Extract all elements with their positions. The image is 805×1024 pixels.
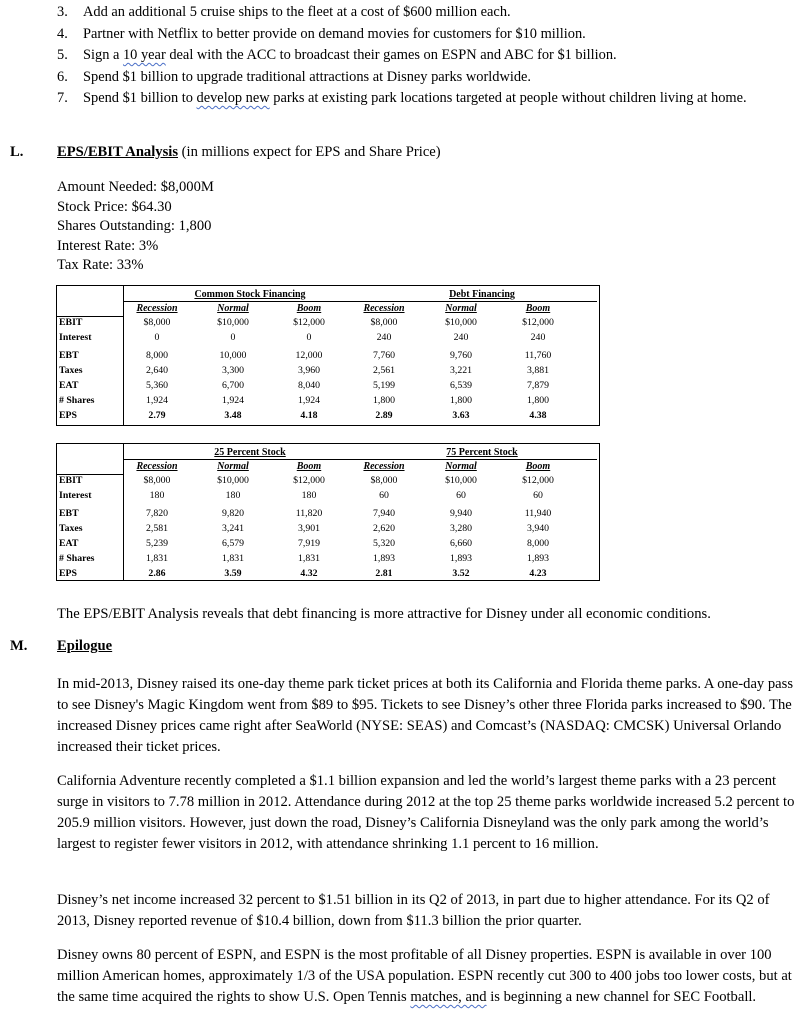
section-subtitle: (in millions expect for EPS and Share Price) <box>178 144 441 160</box>
column-header: Normal <box>217 461 249 472</box>
table-cell: 3.48 <box>224 410 242 421</box>
table-cell: 1,800 <box>526 395 550 406</box>
table-cell: 60 <box>379 490 389 501</box>
label-separator <box>57 316 123 317</box>
table-cell: 5,320 <box>372 538 396 549</box>
table-cell: 1,924 <box>145 395 169 406</box>
table-cell: 6,660 <box>449 538 473 549</box>
row-label: Interest <box>59 332 92 343</box>
numbered-list <box>57 2 792 110</box>
list-text: Partner with Netflix to better provide on demand movies for customers for $10 million. <box>83 25 586 42</box>
row-label: # Shares <box>59 553 95 564</box>
table-cell: $8,000 <box>143 317 171 328</box>
paragraph-espn <box>57 945 797 1008</box>
list-text-pre: Spend $1 billion to <box>83 90 197 106</box>
table-cell: 1,831 <box>145 553 169 564</box>
table-cell: 11,940 <box>524 508 552 519</box>
table-cell: 2.81 <box>375 568 393 579</box>
row-label: EPS <box>59 568 77 579</box>
table-cell: 3,221 <box>449 365 473 376</box>
table-cell: 7,919 <box>297 538 321 549</box>
list-text-post: parks at existing park locations targeted at people without children living at home. <box>269 90 747 106</box>
table-cell: 3,241 <box>221 523 245 534</box>
column-header: Normal <box>445 461 477 472</box>
table-cell: $8,000 <box>370 475 398 486</box>
table-cell: 1,924 <box>221 395 245 406</box>
column-header: Boom <box>525 303 551 314</box>
table-cell: 8,040 <box>297 380 321 391</box>
table-cell: 3,960 <box>297 365 321 376</box>
param-shares: Shares Outstanding: 1,800 <box>57 218 212 234</box>
table-cell: 2.86 <box>148 568 166 579</box>
table-cell: 6,539 <box>449 380 473 391</box>
list-item <box>57 67 792 89</box>
table-cell: 2.79 <box>148 410 166 421</box>
spellcheck-text: develop new <box>196 90 270 106</box>
list-number: 6. <box>57 68 68 85</box>
table-cell: 6,579 <box>221 538 245 549</box>
column-header: Boom <box>296 461 322 472</box>
group-header-left: Common Stock Financing <box>194 289 306 300</box>
table-cell: $12,000 <box>522 317 554 328</box>
table-cell: 2.89 <box>375 410 393 421</box>
column-header: Recession <box>136 461 178 472</box>
list-number: 4. <box>57 25 68 42</box>
table-cell: 3.63 <box>452 410 470 421</box>
param-stock-price: Stock Price: $64.30 <box>57 198 172 215</box>
row-label: # Shares <box>59 395 95 406</box>
table-cell: 4.23 <box>529 568 547 579</box>
table-cell: 7,760 <box>372 350 396 361</box>
row-label: EPS <box>59 410 77 421</box>
column-header: Normal <box>217 303 249 314</box>
paragraph-net-income: Disney’s net income increased 32 percent to $1.51 billion in its Q2 of 2013, in part due to higher attendance. For its Q2 of 2013, Disney reported revenue of $10.4 billion, down from $11.3 billion the prior quarter. <box>57 892 770 929</box>
table-cell: 60 <box>533 490 543 501</box>
table-cell: $12,000 <box>293 317 325 328</box>
espn-text-pre: Disney owns 80 percent of ESPN, and ESPN is the most profitable of all Disney properties. ESPN is available in over 100 million American homes, approximately 1/3 of the USA population. ESPN recently cut 300 to 400 jobs too lower costs, but at the same time acquired the rights to show U.S. Open Tennis <box>57 947 792 1005</box>
group-header-right: Debt Financing <box>449 289 515 300</box>
table-cell: 2,640 <box>145 365 169 376</box>
table-cell: 7,940 <box>372 508 396 519</box>
table-cell: 180 <box>301 490 317 501</box>
table-cell: $10,000 <box>217 475 249 486</box>
table-cell: $10,000 <box>217 317 249 328</box>
table-cell: 3.52 <box>452 568 470 579</box>
spellcheck-text: 10 year <box>122 47 166 63</box>
spellcheck-text: matches, and <box>410 989 487 1005</box>
table-cell: 5,199 <box>372 380 396 391</box>
table-cell: 240 <box>453 332 469 343</box>
list-item <box>57 88 792 110</box>
group-header-right: 75 Percent Stock <box>446 447 518 458</box>
section-title: Epilogue <box>57 638 113 654</box>
table-cell: $10,000 <box>445 317 477 328</box>
row-label: EBT <box>59 350 79 361</box>
list-item <box>57 45 792 67</box>
row-label: EAT <box>59 380 79 391</box>
table-cell: 6,700 <box>221 380 245 391</box>
table-cell: 1,893 <box>526 553 550 564</box>
conclusion-text: The EPS/EBIT Analysis reveals that debt financing is more attractive for Disney under all economic conditions. <box>57 606 711 622</box>
paragraph-attendance: California Adventure recently completed a $1.1 billion expansion and led the world’s largest theme parks with a 23 percent surge in visitors to 7.78 million in 2012. Attendance during 2012 at the top 25 theme parks worldwide increased 5.2 percent to 205.9 million visitors. However, just down the road, Disney’s California Disneyland was the only park among the world’s largest to register fewer visitors in 2012, with attendance shrinking 1.1 percent to 16 million. <box>57 773 795 852</box>
group-header-left: 25 Percent Stock <box>214 447 286 458</box>
param-tax-rate: Tax Rate: 33% <box>57 257 144 273</box>
table-cell: 5,360 <box>145 380 169 391</box>
paragraph-ticket-prices: In mid-2013, Disney raised its one-day theme park ticket prices at both its California and Florida theme parks. A one-day pass to see Disney's Magic Kingdom went from $89 to $95. Tickets to see Disney’s other three Florida parks increased to $90. The increased Disney prices came right after SeaWorld (NYSE: SEAS) and Comcast’s (NASDAQ: CMCSK) Universal Orlando increased their ticket prices. <box>57 676 793 755</box>
table-cell: 180 <box>225 490 241 501</box>
table-cell: 2,561 <box>372 365 396 376</box>
table-cell: 2,581 <box>145 523 169 534</box>
table-cell: 0 <box>230 332 236 343</box>
table-cell: 1,893 <box>372 553 396 564</box>
section-heading-l <box>57 144 441 161</box>
group-rule-left <box>123 301 343 302</box>
table-cell: 1,924 <box>297 395 321 406</box>
table-cell: 2,620 <box>372 523 396 534</box>
row-label: EAT <box>59 538 79 549</box>
espn-text-post: is beginning a new channel for SEC Football. <box>486 989 757 1005</box>
section-title: EPS/EBIT Analysis <box>57 144 178 160</box>
list-item <box>57 2 792 24</box>
table-cell: $8,000 <box>370 317 398 328</box>
list-number: 5. <box>57 47 68 63</box>
list-item <box>57 24 792 46</box>
table-cell: 0 <box>306 332 312 343</box>
group-rule-right <box>343 301 597 302</box>
table-cell: 3,280 <box>449 523 473 534</box>
list-text-post: deal with the ACC to broadcast their games on ESPN and ABC for $1 billion. <box>165 47 617 63</box>
row-label: EBT <box>59 508 79 519</box>
table-stock-split <box>56 443 600 581</box>
table-cell: 9,940 <box>449 508 473 519</box>
table-cell: 0 <box>154 332 160 343</box>
param-amount: Amount Needed: $8,000M <box>57 179 214 195</box>
column-header: Normal <box>445 303 477 314</box>
column-header: Recession <box>136 303 178 314</box>
column-header: Recession <box>363 461 405 472</box>
section-heading-m <box>57 638 112 655</box>
table-cell: 240 <box>530 332 546 343</box>
column-header: Recession <box>363 303 405 314</box>
table-cell: 9,760 <box>449 350 473 361</box>
table-cell: 3,300 <box>221 365 245 376</box>
table-cell: $12,000 <box>293 475 325 486</box>
row-label: Interest <box>59 490 92 501</box>
row-label: EBIT <box>59 317 83 328</box>
row-label: Taxes <box>59 523 83 534</box>
row-label: EBIT <box>59 475 83 486</box>
table-cell: 11,820 <box>295 508 323 519</box>
table-cell: 3.59 <box>224 568 242 579</box>
list-text: Add an additional 5 cruise ships to the fleet at a cost of $600 million each. <box>83 4 511 20</box>
table-cell: 1,800 <box>372 395 396 406</box>
list-text: Spend $1 billion to upgrade traditional attractions at Disney parks worldwide. <box>83 68 532 85</box>
table-cell: 10,000 <box>219 350 247 361</box>
table-cell: 1,800 <box>449 395 473 406</box>
section-letter-l: L. <box>10 144 24 160</box>
table-cell: 7,879 <box>526 380 550 391</box>
table-cell: 8,000 <box>526 538 550 549</box>
column-header: Boom <box>296 303 322 314</box>
table-cell: $8,000 <box>143 475 171 486</box>
group-rule-left <box>123 459 343 460</box>
list-number: 3. <box>57 4 68 20</box>
table-cell: 1,831 <box>297 553 321 564</box>
section-letter-m: M. <box>10 638 28 654</box>
table-cell: $12,000 <box>522 475 554 486</box>
list-number: 7. <box>57 90 68 106</box>
table-cell: 9,820 <box>221 508 245 519</box>
table-common-vs-debt <box>56 285 600 426</box>
table-cell: 4.18 <box>300 410 318 421</box>
row-label: Taxes <box>59 365 83 376</box>
table-cell: 240 <box>376 332 392 343</box>
table-cell: 180 <box>149 490 165 501</box>
table-cell: 4.32 <box>300 568 318 579</box>
group-rule-right <box>343 459 597 460</box>
column-header: Boom <box>525 461 551 472</box>
table-cell: 12,000 <box>295 350 323 361</box>
table-cell: 4.38 <box>529 410 547 421</box>
table-cell: 60 <box>456 490 466 501</box>
table-cell: 11,760 <box>524 350 552 361</box>
label-separator <box>57 474 123 475</box>
table-cell: 5,239 <box>145 538 169 549</box>
table-cell: 3,881 <box>526 365 550 376</box>
table-cell: 3,901 <box>297 523 321 534</box>
table-cell: 7,820 <box>145 508 169 519</box>
param-interest-rate: Interest Rate: 3% <box>57 237 159 254</box>
table-cell: 1,893 <box>449 553 473 564</box>
table-cell: 1,831 <box>221 553 245 564</box>
table-cell: 8,000 <box>145 350 169 361</box>
list-text-pre: Sign a <box>83 47 123 63</box>
table-cell: 3,940 <box>526 523 550 534</box>
table-cell: $10,000 <box>445 475 477 486</box>
analysis-parameters <box>57 178 214 276</box>
